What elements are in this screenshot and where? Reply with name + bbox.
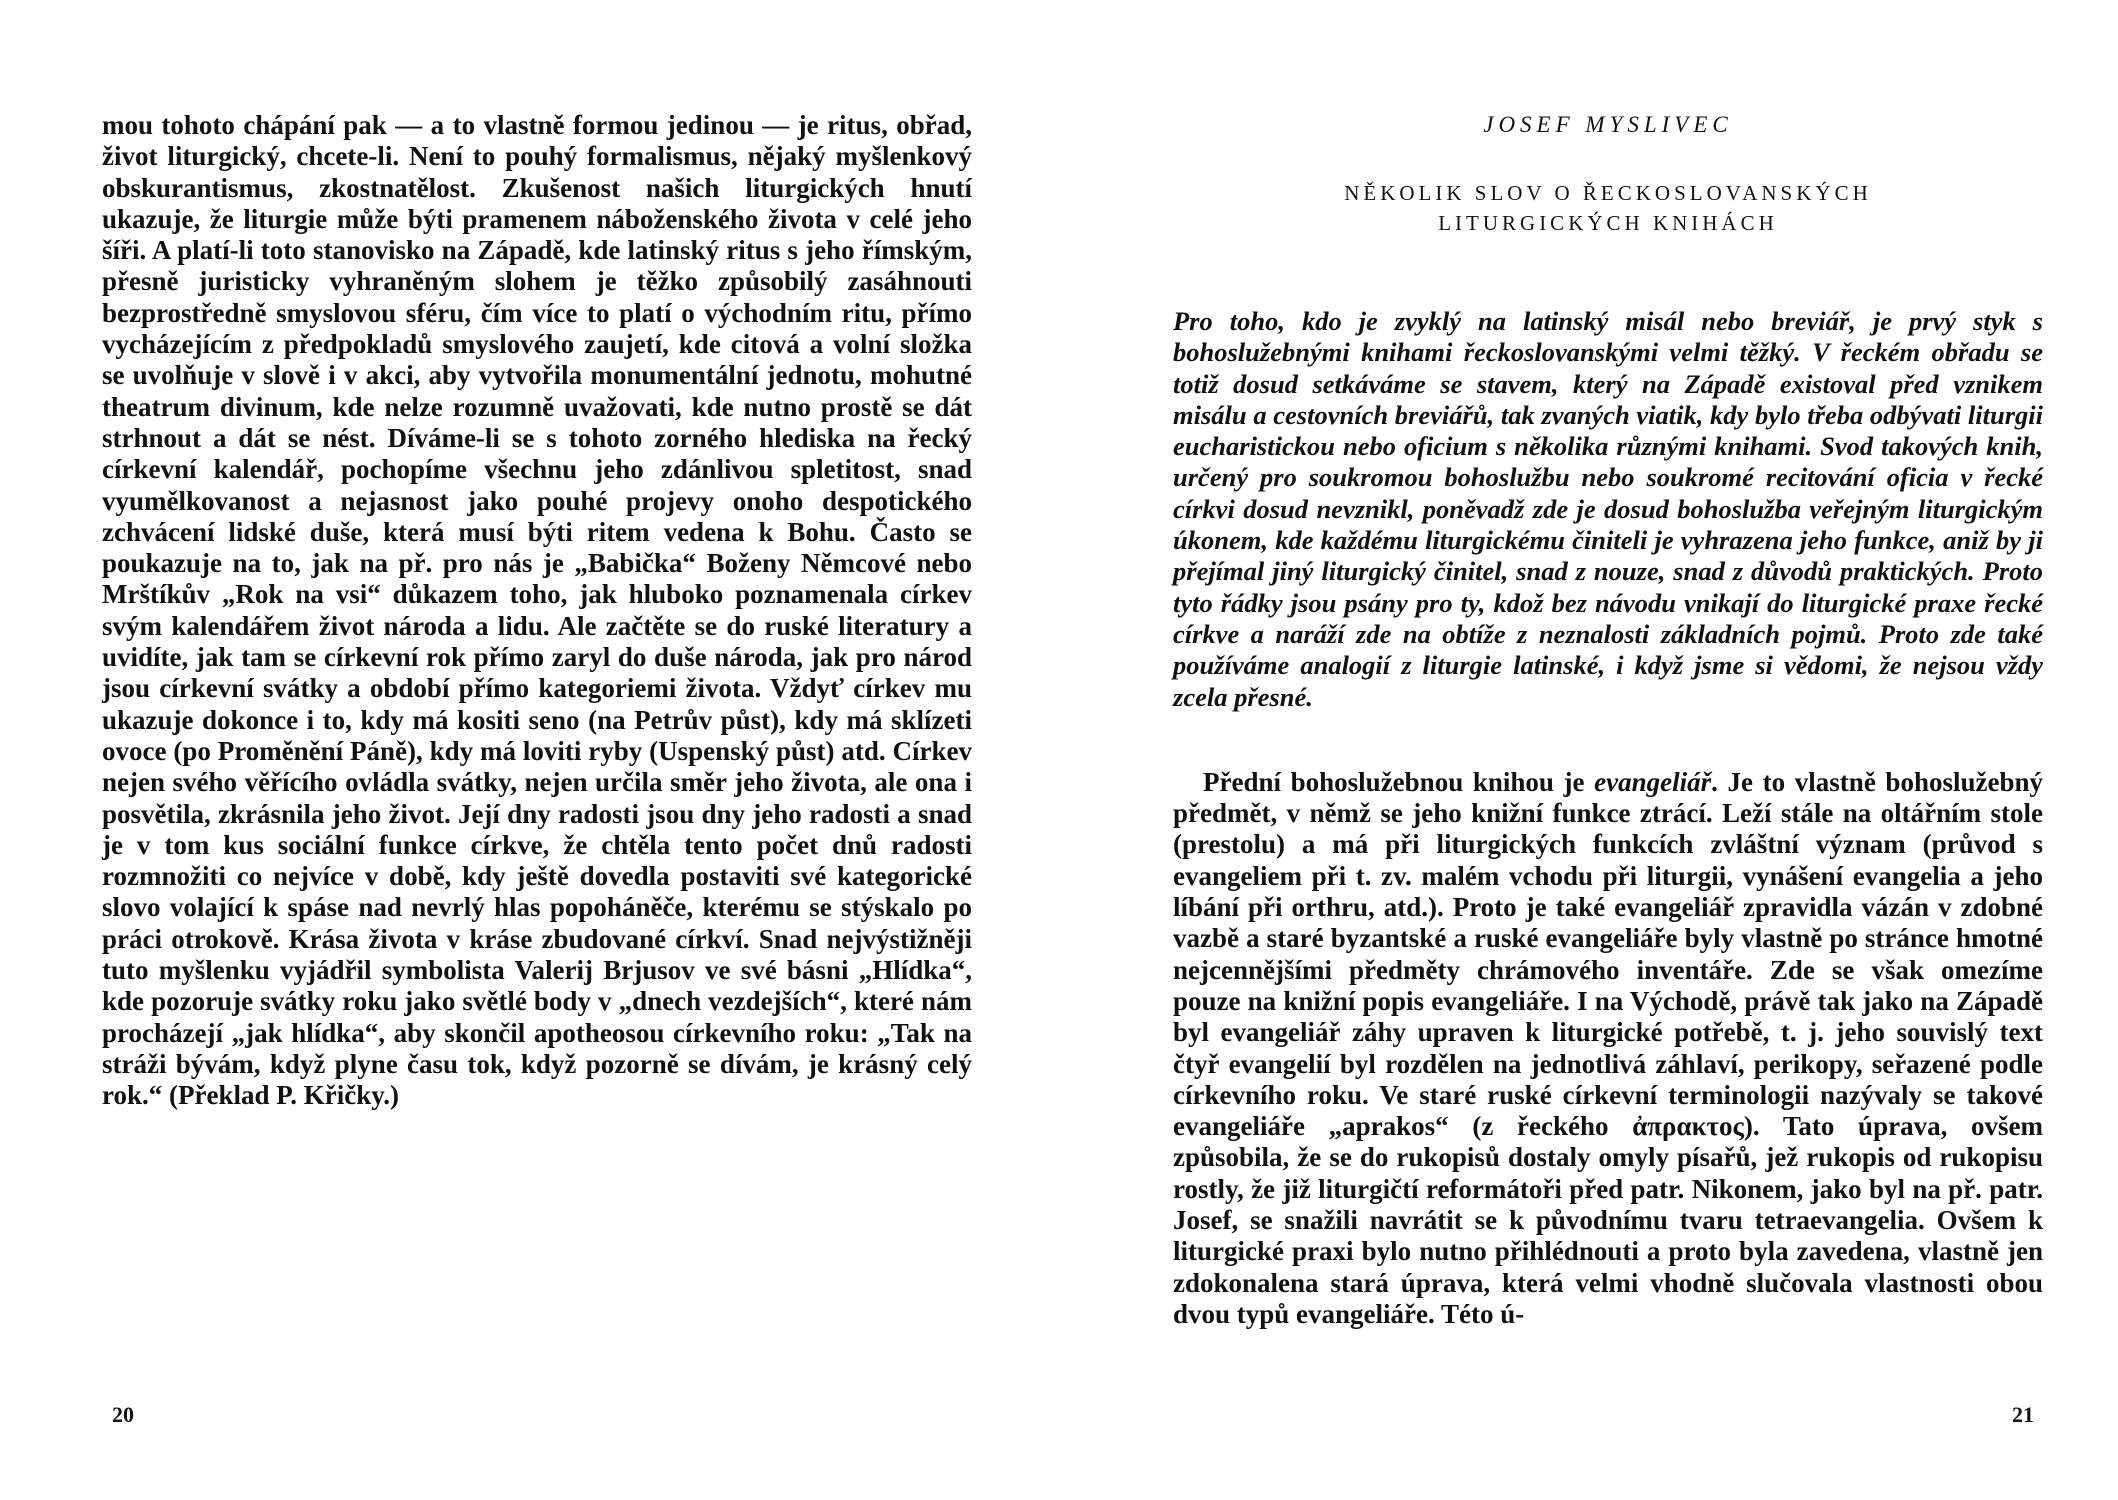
body-text-rest: . Je to vlastně bohoslužebný předmět, v němž se jeho knižní funkce ztrácí. Leží stále na oltářním stole (prestolu) a má při liturgických funkcích zvláštní význam (průvod s evangeliem při t. zv. malém vchodu při liturgii, vynášení evangelia a jeho líbání při orthru, atd.). Proto je také evangeliář zpravidla vázán v zdobné vazbě a staré byzantské a ruské evangeliáře byly vlastně po stránce hmotné nejcennějšími předměty chrámového inventáře. Zde se však omezíme pouze na knižní popis evangeliáře. I na Východě, právě tak jako na Západě byl evangeliář záhy upraven k liturgické potřebě, t. j. jeho souvislý text čtyř evangelií byl rozdělen na jednotlivá záhlaví, perikopy, seřazené podle církevního roku. Ve staré ruské církevní terminologii nazývaly se takové evangeliáře „aprakos“ (z řeckého ἀπρακτος). Tato úprava, ovšem způsobila, že se do rukopisů dostaly omyly písařů, jež rukopis od rukopisu rostly, že již liturgičtí reformátoři před patr. Nikonem, jako byl na př. patr. Josef, se snažili navrátit se k původnímu tvaru tetraevangelia. Ovšem k liturgické praxi bylo nutno přihlédnouti a proto byla zavedena, vlastně jen zdokonalena stará úprava, která velmi vhodně slučovala vlastnosti obou dvou typů evangeliáře. Této ú- (1173, 766, 2043, 1329)
article-title-line-1: NĚKOLIK SLOV O ŘECKOSLOVANSKÝCH (1344, 181, 1872, 205)
intro-paragraph: Pro toho, kdo je zvyklý na latinský misál nebo breviář, je prvý styk s bohoslužebnými knihami řeckoslovanskými velmi těžký. V řeckém obřadu se totiž dosud setkáváme se stavem, který na Západě existoval před vznikem misálu a cestovních breviářů, tak zvaných viatik, kdy bylo třeba odbývati liturgii eucharistickou nebo oficium s několika různými knihami. Svod takových knih, určený pro soukromou bohoslužbu nebo soukromé recitování oficia v řecké církvi dosud nevznikl, poněvadž zde je dosud bohoslužba veřejným liturgickým úkonem, kde každému liturgickému činiteli je vyhrazena jeho funkce, aniž by ji přejímal jiný liturgický činitel, snad z nouze, snad z důvodů praktických. Proto tyto řádky jsou psány pro ty, kdož bez návodu vnikají do liturgické praxe řecké církve a naráží zde na obtíže z neznalosti základních pojmů. Proto zde také používáme analogií z liturgie latinské, i když jsme si vědomi, že nejsou vždy zcela přesné. (1173, 306, 2043, 712)
right-page (1059, 0, 2118, 1500)
body-text-start: Přední bohoslužebnou knihou je (1203, 766, 1595, 797)
page-number-right: 21 (2012, 1402, 2034, 1427)
author-name: JOSEF MYSLIVEC (1483, 112, 1733, 137)
article-title-line-2: LITURGICKÝCH KNIHÁCH (1438, 211, 1778, 235)
left-page-text: mou tohoto chápání pak — a to vlastně formou jedinou — je ritus, obřad, život liturgický, chcete-li. Není to pouhý formalismus, nějaký myšlenkový obskurantismus, zkostnatělost. Zkušenost našich liturgických hnutí ukazuje, že liturgie může býti pramenem náboženského života v celé jeho šíři. A platí-li toto stanovisko na Západě, kde latinský ritus s jeho římským, přesně juristicky vyhraněným slohem je těžko způsobilý zasáhnouti bezprostředně smyslovou sféru, čím více to platí o východním ritu, přímo vycházejícím z předpokladů smyslového zaujetí, kde citová a volní složka se uvolňuje v slově i v akci, aby vytvořila monumentální jednotu, mohutné theatrum divinum, kde nelze rozumně uvažovati, kde nutno prostě se dát strhnout a dát se nést. Díváme-li se s tohoto zorného hlediska na řecký církevní kalendář, pochopíme všechnu jeho zdánlivou spletitost, snad vyumělkovanost a nejasnost jako pouhé projevy onoho despotického zchvácení lidské duše, která musí býti ritem vedena k Bohu. Často se poukazuje na to, jak na př. pro nás je „Babička“ Boženy Němcové nebo Mrštíkův „Rok na vsi“ důkazem toho, jak hluboko poznamenala církev svým kalendářem život národa a lidu. Ale začtěte se do ruské literatury a uvidíte, jak tam se církevní rok přímo zaryl do duše národa, jak pro národ jsou církevní svátky a období přímo kategoriemi života. Vždyť církev mu ukazuje dokonce i to, kdy má kositi seno (na Petrův půst), kdy má sklízeti ovoce (po Proměnění Páně), kdy má loviti ryby (Uspenský půst) atd. Církev nejen svého věřícího ovládla svátky, nejen určila směr jeho života, ale ona i posvětila, zkrásnila jeho život. Její dny radosti jsou dny jeho radosti a snad je v tom kus sociální funkce církve, že chtěla tento počet dnů radosti rozmnožiti co nejvíce v době, kdy ještě dovedla postaviti své kategorické slovo volající k spáse nad nevrlý hlas popoháněče, kterému se stýskalo po práci otrokově. Krása života v kráse zbudované církví. Snad nejvýstižněji tuto myšlenku vyjádřil symbolista Valerij Brjusov ve své básni „Hlídka“, kde pozoruje svátky roku jako světlé body v „dnech vezdejších“, které nám procházejí „jak hlídka“, aby skončil apotheosou církevního roku: „Tak na stráži bývám, když plyne času tok, když pozorně se dívám, je krásný celý rok.“ (Překlad P. Křičky.) (102, 110, 972, 1111)
emphasized-term: evangeliář (1594, 766, 1712, 797)
page-number-left: 20 (112, 1402, 134, 1427)
right-page-column (1173, 110, 2043, 1330)
article-title (1173, 178, 2043, 238)
body-paragraph (1173, 767, 2043, 1330)
